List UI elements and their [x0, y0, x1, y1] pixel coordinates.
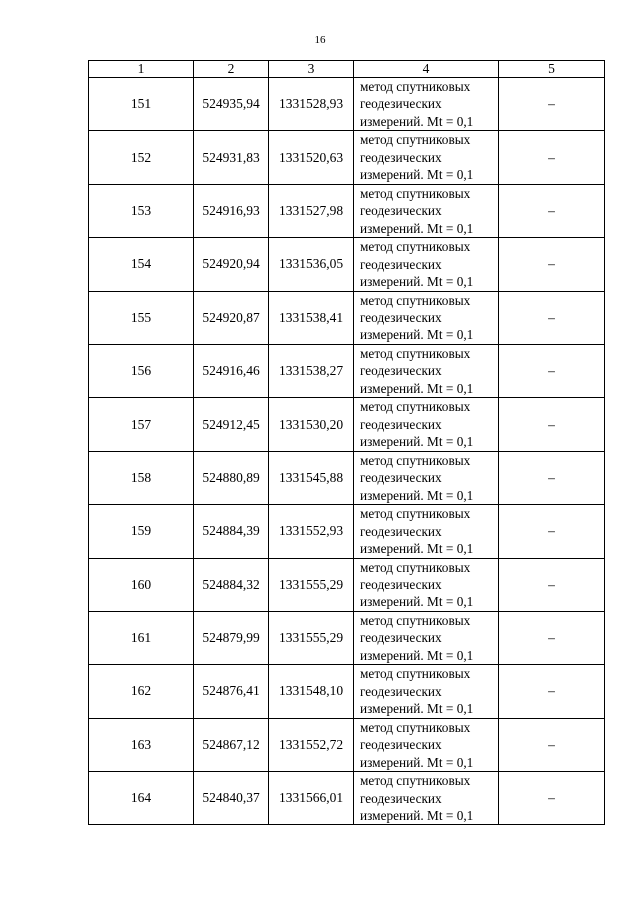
note-dash: –	[548, 202, 555, 218]
note-cell	[499, 78, 605, 131]
coord-x: 524867,12	[194, 718, 269, 771]
coord-x: 524884,39	[194, 505, 269, 558]
method-text-line: метод спутниковых	[360, 452, 471, 468]
table-row	[89, 718, 605, 771]
method-text-line: измерений. Mt = 0,1	[360, 754, 474, 770]
header-col-5: 5	[499, 61, 605, 78]
point-number: 152	[89, 131, 194, 184]
method-text-line: метод спутниковых	[360, 612, 471, 628]
note-cell	[499, 558, 605, 611]
point-number: 162	[89, 665, 194, 718]
method-text-line: метод спутниковых	[360, 132, 471, 148]
method-text-line: метод спутниковых	[360, 346, 471, 362]
note-dash: –	[548, 630, 555, 646]
method-text-line: геодезических	[360, 256, 442, 272]
method-cell	[354, 78, 499, 131]
method-text-line: геодезических	[360, 363, 442, 379]
table-row	[89, 184, 605, 237]
note-dash: –	[548, 576, 555, 592]
method-text-line: геодезических	[360, 416, 442, 432]
point-number: 151	[89, 78, 194, 131]
note-dash: –	[548, 256, 555, 272]
point-number: 159	[89, 505, 194, 558]
note-cell	[499, 344, 605, 397]
note-dash: –	[548, 790, 555, 806]
coord-x: 524884,32	[194, 558, 269, 611]
method-text-line: измерений. Mt = 0,1	[360, 327, 474, 343]
note-dash: –	[548, 523, 555, 539]
point-number: 156	[89, 344, 194, 397]
method-text-line: геодезических	[360, 523, 442, 539]
point-number: 163	[89, 718, 194, 771]
header-col-1: 1	[89, 61, 194, 78]
point-number: 155	[89, 291, 194, 344]
method-text-line: измерений. Mt = 0,1	[360, 434, 474, 450]
method-text-line: геодезических	[360, 203, 442, 219]
coord-y: 1331555,29	[269, 611, 354, 664]
coord-y: 1331528,93	[269, 78, 354, 131]
coord-x: 524879,99	[194, 611, 269, 664]
coord-y: 1331530,20	[269, 398, 354, 451]
method-text-line: геодезических	[360, 310, 442, 326]
method-text-line: геодезических	[360, 577, 442, 592]
method-text-line: геодезических	[360, 630, 442, 646]
coord-x: 524912,45	[194, 398, 269, 451]
method-text-line: геодезических	[360, 790, 442, 806]
method-text-line: метод спутниковых	[360, 719, 471, 735]
method-text-line: измерений. Mt = 0,1	[360, 594, 474, 610]
method-text-line: геодезических	[360, 149, 442, 165]
coord-y: 1331566,01	[269, 772, 354, 825]
table-row	[89, 398, 605, 451]
note-cell	[499, 131, 605, 184]
note-cell	[499, 238, 605, 291]
note-dash: –	[548, 96, 555, 112]
note-dash: –	[548, 736, 555, 752]
coord-y: 1331538,41	[269, 291, 354, 344]
method-cell	[354, 131, 499, 184]
coord-y: 1331538,27	[269, 344, 354, 397]
coordinates-table	[88, 60, 605, 825]
note-cell	[499, 772, 605, 825]
method-cell	[354, 505, 499, 558]
note-cell	[499, 451, 605, 504]
note-cell	[499, 505, 605, 558]
method-text-line: измерений. Mt = 0,1	[360, 541, 474, 557]
method-text-line: метод спутниковых	[360, 239, 471, 255]
table-row	[89, 344, 605, 397]
note-cell	[499, 718, 605, 771]
point-number: 157	[89, 398, 194, 451]
method-text-line: метод спутниковых	[360, 185, 471, 201]
note-dash: –	[548, 363, 555, 379]
coord-x: 524880,89	[194, 451, 269, 504]
coord-y: 1331552,72	[269, 718, 354, 771]
table-row	[89, 451, 605, 504]
method-text-line: геодезических	[360, 683, 442, 699]
note-cell	[499, 665, 605, 718]
method-text-line: геодезических	[360, 96, 442, 112]
table-row	[89, 131, 605, 184]
table-body	[89, 78, 605, 825]
method-cell	[354, 238, 499, 291]
coord-x: 524931,83	[194, 131, 269, 184]
method-cell	[354, 291, 499, 344]
table-row	[89, 558, 605, 611]
table-row	[89, 611, 605, 664]
note-dash: –	[548, 683, 555, 699]
method-cell	[354, 344, 499, 397]
point-number: 161	[89, 611, 194, 664]
method-text-line: измерений. Mt = 0,1	[360, 487, 474, 503]
coord-y: 1331548,10	[269, 665, 354, 718]
coord-x: 524876,41	[194, 665, 269, 718]
coord-x: 524840,37	[194, 772, 269, 825]
method-text-line: измерений. Mt = 0,1	[360, 647, 474, 663]
point-number: 153	[89, 184, 194, 237]
coord-y: 1331527,98	[269, 184, 354, 237]
method-text-line: метод спутниковых	[360, 506, 471, 522]
coord-x: 524916,93	[194, 184, 269, 237]
coord-x: 524935,94	[194, 78, 269, 131]
coord-y: 1331552,93	[269, 505, 354, 558]
method-text-line: измерений. Mt = 0,1	[360, 167, 474, 183]
method-text-line: измерений. Mt = 0,1	[360, 701, 474, 717]
table-row	[89, 505, 605, 558]
coord-y: 1331536,05	[269, 238, 354, 291]
note-dash: –	[548, 416, 555, 432]
note-dash: –	[548, 149, 555, 165]
point-number: 158	[89, 451, 194, 504]
table-header	[89, 61, 605, 78]
header-col-4: 4	[354, 61, 499, 78]
method-cell	[354, 718, 499, 771]
note-dash: –	[548, 469, 555, 485]
table-row	[89, 665, 605, 718]
table-row	[89, 78, 605, 131]
table-row	[89, 238, 605, 291]
method-text-line: измерений. Mt = 0,1	[360, 274, 474, 290]
note-cell	[499, 184, 605, 237]
table-row	[89, 291, 605, 344]
method-text-line: метод спутниковых	[360, 559, 471, 575]
method-cell	[354, 558, 499, 611]
method-text-line: метод спутниковых	[360, 773, 471, 789]
coord-x: 524920,87	[194, 291, 269, 344]
point-number: 164	[89, 772, 194, 825]
method-text-line: метод спутниковых	[360, 79, 471, 95]
point-number: 154	[89, 238, 194, 291]
note-cell	[499, 611, 605, 664]
method-text-line: геодезических	[360, 470, 442, 486]
method-text-line: метод спутниковых	[360, 666, 471, 682]
method-cell	[354, 772, 499, 825]
method-text-line: измерений. Mt = 0,1	[360, 380, 474, 396]
note-cell	[499, 291, 605, 344]
method-cell	[354, 451, 499, 504]
method-text-line: измерений. Mt = 0,1	[360, 807, 474, 823]
method-cell	[354, 665, 499, 718]
method-cell	[354, 398, 499, 451]
coord-x: 524916,46	[194, 344, 269, 397]
table-row	[89, 772, 605, 825]
method-text-line: метод спутниковых	[360, 292, 471, 308]
note-cell	[499, 398, 605, 451]
method-text-line: геодезических	[360, 737, 442, 753]
header-row	[89, 61, 605, 78]
method-text-line: измерений. Mt = 0,1	[360, 220, 474, 236]
method-text-line: метод спутниковых	[360, 399, 471, 415]
coord-x: 524920,94	[194, 238, 269, 291]
method-cell	[354, 611, 499, 664]
page-number: 16	[314, 34, 326, 46]
header-col-2: 2	[194, 61, 269, 78]
method-text-line: измерений. Mt = 0,1	[360, 113, 474, 129]
point-number: 160	[89, 558, 194, 611]
coord-y: 1331520,63	[269, 131, 354, 184]
method-cell	[354, 184, 499, 237]
coord-y: 1331555,29	[269, 558, 354, 611]
note-dash: –	[548, 309, 555, 325]
coord-y: 1331545,88	[269, 451, 354, 504]
header-col-3: 3	[269, 61, 354, 78]
